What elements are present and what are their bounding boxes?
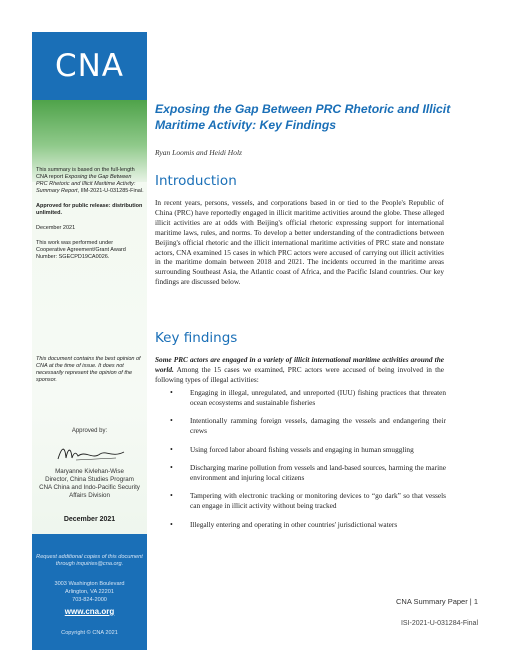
list-item: • Illegally entering and operating in other countries' jurisdictional waters (170, 519, 398, 529)
intro-paragraph: In recent years, persons, vessels, and corporations based in or tied to the People's Republic of China (PRC) have reportedly engaged in illicit maritime activities around the globe. These alleged illicit activities are at odds with Beijing's official rhetoric expressing support for international maritime laws, rules, and norms. To develop a better understanding of the contradictions between Beijing's official rhetoric and the illicit international maritime activities of PRC state and nonstate actors, CNA examined 15 cases in which PRC actors were accused of carrying out illicit activities in the maritime domain between 2018 and 2021. The incidents occurred in the maritime areas surrounding Southeast Asia, the Atlantic coast of Africa, and the Pacific Island countries. Our key findings are discussed below. (155, 198, 444, 287)
findings-lead: Some PRC actors are engaged in a variety of illicit international maritime activities around the world. Among the 15 cases we examined, PRC actors were accused of being involved in the following types of illegal activities: (155, 355, 444, 384)
approver-division-2: Affairs Division (69, 492, 110, 499)
request-copies: Request additional copies of this document through inquiries@cna.org. (36, 554, 143, 567)
list-item: • Intentionally ramming foreign vessels, damaging the vessels and endangering their crews (170, 416, 446, 436)
list-item: • Engaging in illegal, unregulated, and unreported (IUU) fishing practices that threaten ocean ecosystems and sustainable fisheries (170, 388, 446, 407)
intro-heading: Introduction (155, 173, 237, 189)
findings-list (168, 388, 446, 538)
series-label: CNA Summary Paper | 1 (396, 597, 478, 606)
approved-by-label: Approved by: (71, 428, 108, 434)
address-line-2: Arlington, VA 22201 (64, 589, 115, 595)
website-link[interactable]: www.cna.org (64, 607, 115, 616)
approver-block (32, 468, 147, 500)
approver-title: Director, China Studies Program (45, 476, 134, 483)
disclaimer: This document contains the best opinion of CNA at the time of issue. It does not necessarily represent the opinion of the sponsor. (36, 356, 141, 383)
contract-note: This work was performed under Cooperative Agreement/Grant Award Number: SGECPD19CA0026. (36, 240, 126, 260)
approval-note: Approved for public release: distribution unlimited. (36, 203, 143, 216)
summary-note: This summary is based on the full-length CNA report Exposing the Gap Between PRC Rhetoric and Illicit Maritime Activity: Summary Report, IIM-2021-U-031285-Final. (36, 167, 144, 194)
phone: 703-824-2000 (72, 597, 107, 603)
logo-text: CNA (54, 48, 125, 84)
document-title: Exposing the Gap Between PRC Rhetoric and Illicit Maritime Activity: Key Findings (155, 102, 451, 132)
approver-name: Maryanne Kivlehan-Wise (55, 468, 124, 475)
authors: Ryan Loomis and Heidi Holz (155, 148, 242, 157)
document-number: ISI-2021-U-031284-Final (400, 620, 478, 627)
sidebar-notes (36, 167, 144, 269)
sidebar (32, 32, 147, 636)
list-item: • Discharging marine pollution from vessels and land-based sources, harming the marine environment and injuring local citizens (170, 463, 446, 482)
findings-heading: Key findings (155, 330, 238, 346)
contact-panel (32, 534, 147, 650)
publication-date: December 2021 (63, 516, 116, 523)
address-line-1: 3003 Washington Boulevard (54, 581, 125, 587)
cna-logo (32, 32, 147, 100)
list-item: • Tampering with electronic tracking or monitoring devices to “go dark” so that vessels can engage in illicit activity without being tracked (170, 491, 446, 511)
list-item: • Using forced labor aboard fishing vessels and engaging in human smuggling (170, 444, 414, 454)
copyright: Copyright © CNA 2021 (61, 630, 118, 636)
date-note: December 2021 (36, 225, 76, 231)
signature-image (56, 444, 126, 464)
approver-division: CNA China and Indo-Pacific Security (39, 484, 140, 491)
